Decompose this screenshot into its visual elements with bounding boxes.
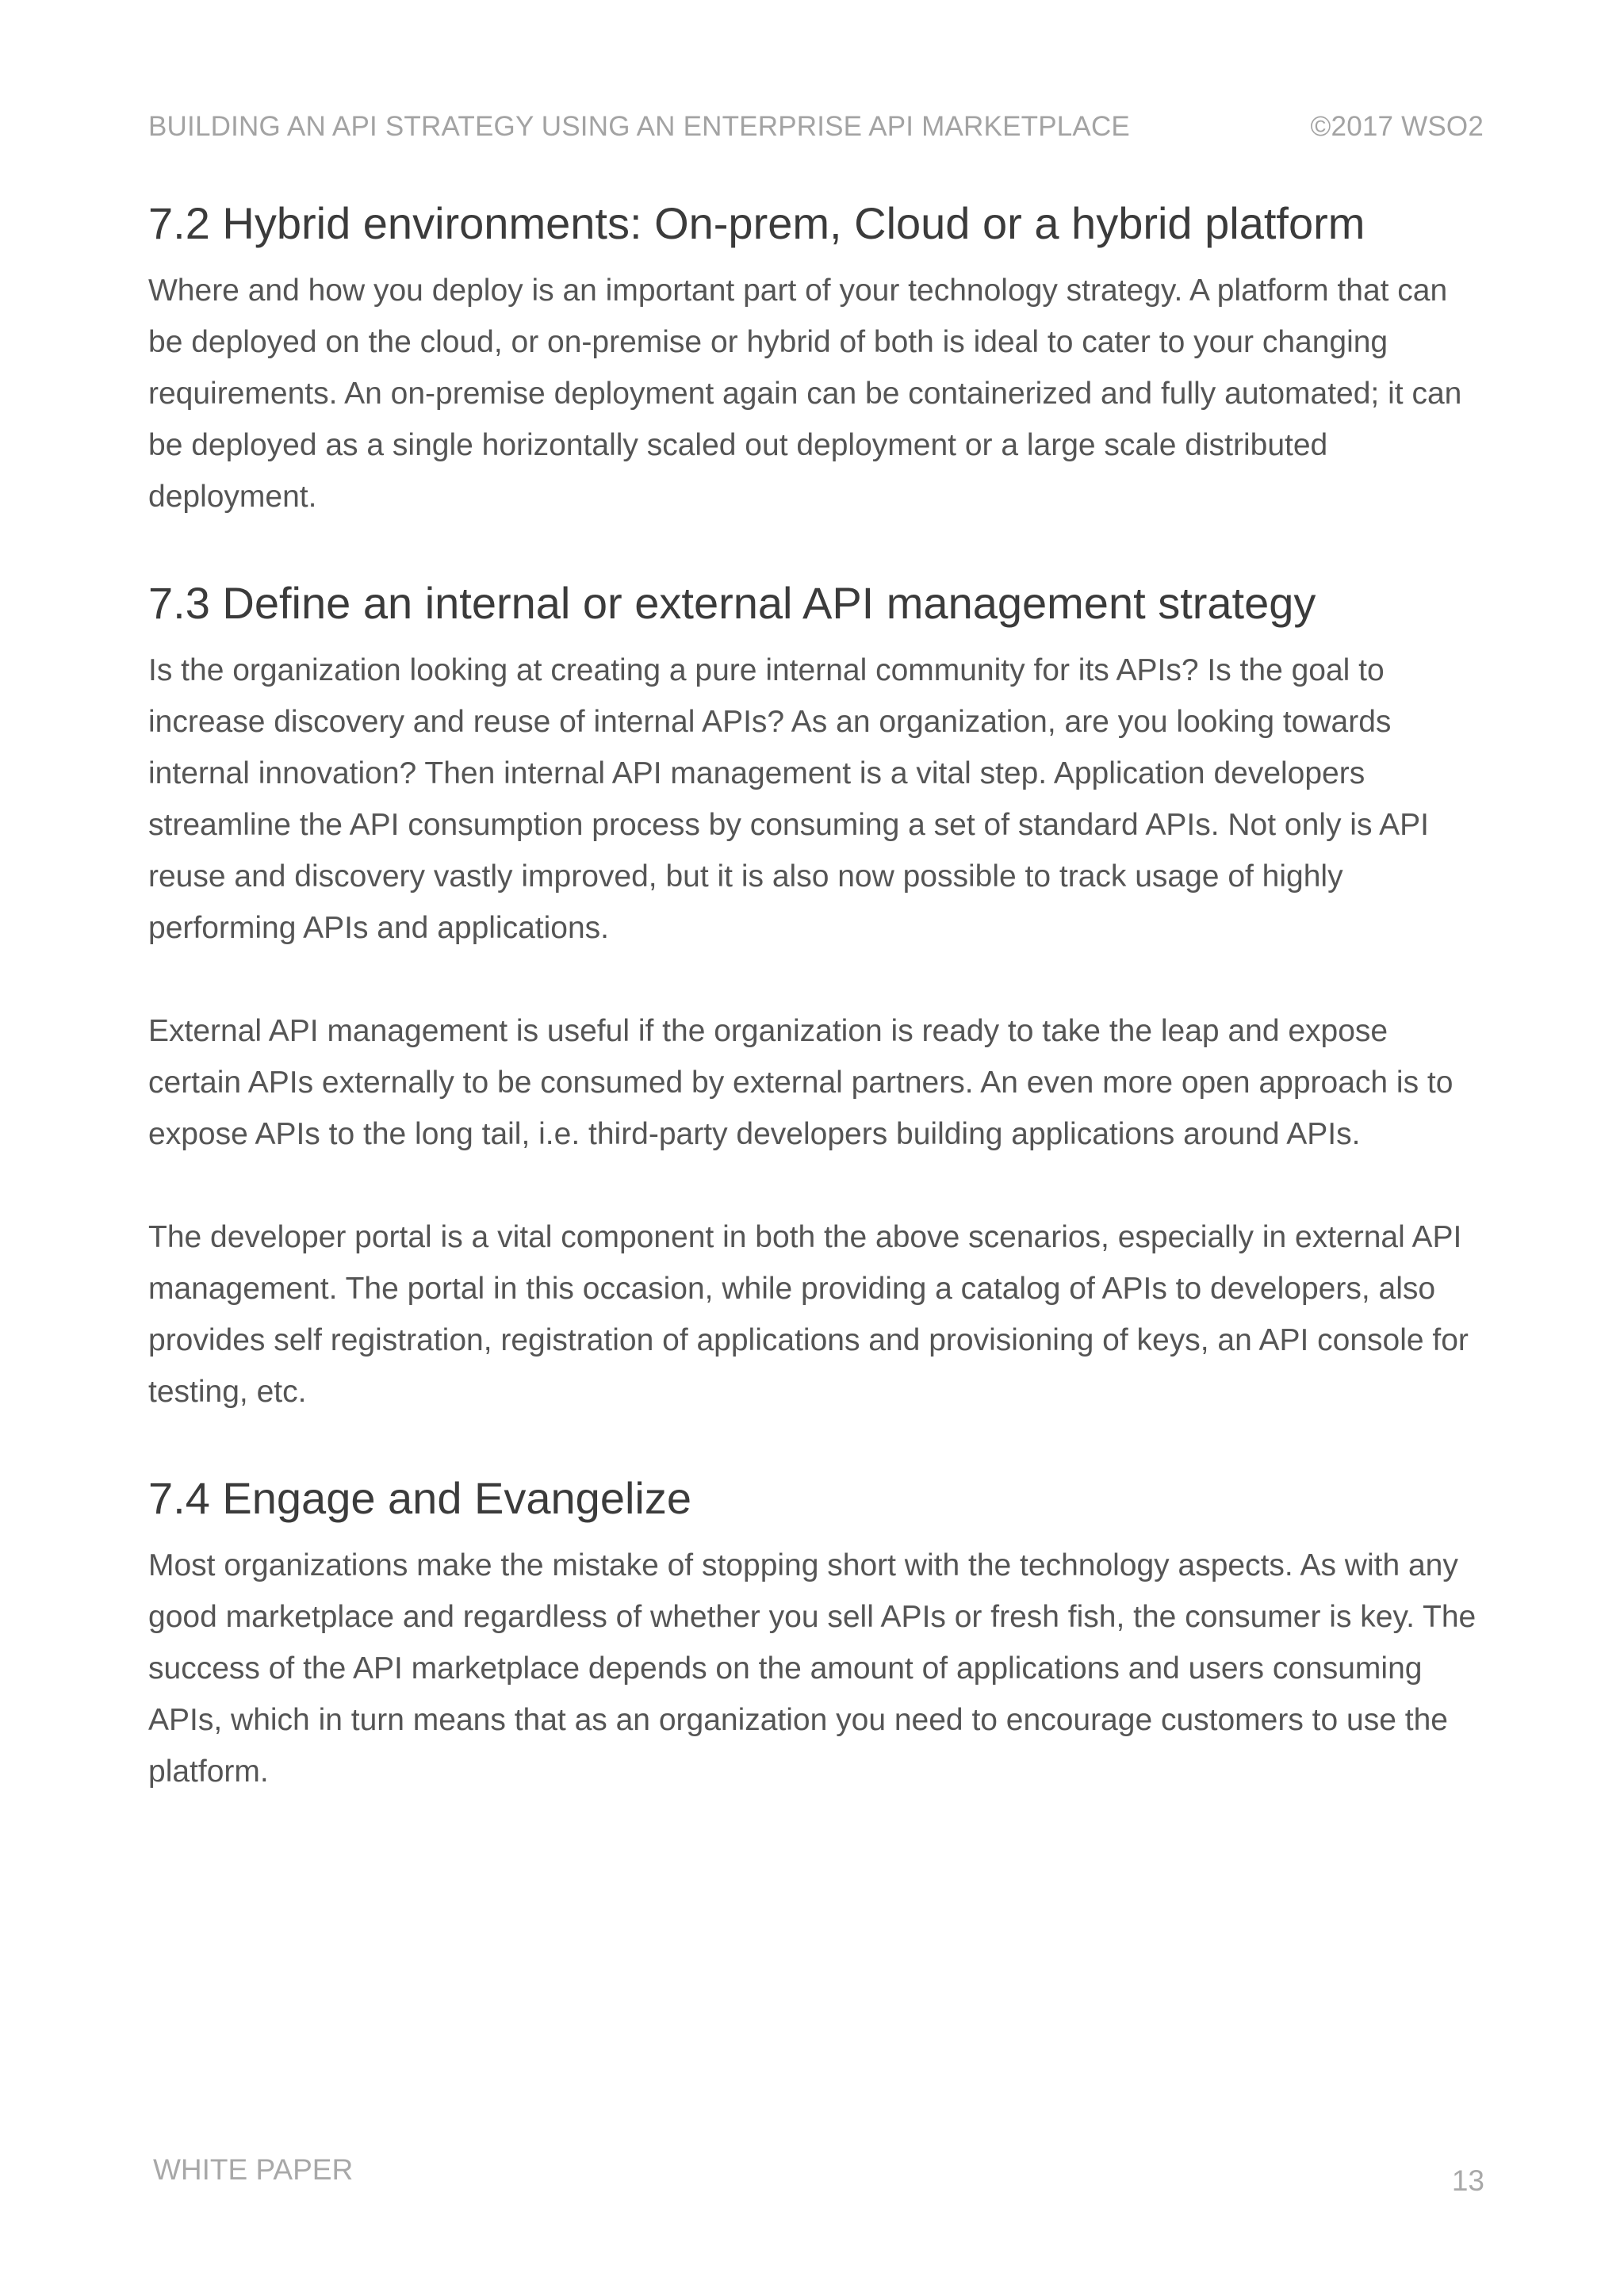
footer-label: WHITE PAPER [153,2153,354,2186]
paragraph: Most organizations make the mistake of stopping short with the technology aspects. As with any good marketplace and regardless of whether you sell APIs or fresh fish, the consumer is key. The success of the API marketplace depends on the amount of applications and users consuming APIs, which in turn means that as an organization you need to encourage customers to use the platform. [148,1548,1477,1789]
paragraph: The developer portal is a vital component in both the above scenarios, especially in external API management. The portal in this occasion, while providing a catalog of APIs to developers, also provides self registration, registration of applications and provisioning of keys, an API console for testing, etc. [148,1220,1469,1409]
running-header [148,111,1484,151]
section-heading: 7.3 Define an internal or external API management strategy [148,578,1316,628]
section-7-3 [148,570,1488,1418]
paragraph: Is the organization looking at creating a pure internal community for its APIs? Is the goal to increase discovery and reuse of internal APIs? As an organization, are you looking towards internal innovation? Then internal API management is a vital step. Application developers streamline the API consumption process by consuming a set of standard APIs. Not only is API reuse and discovery vastly improved, but it is also now possible to track usage of highly performing APIs and applications. [148,653,1429,945]
section-7-2 [148,190,1488,522]
header-document-title: BUILDING AN API STRATEGY USING AN ENTERPRISE API MARKETPLACE [148,111,1130,142]
section-heading: 7.2 Hybrid environments: On-prem, Cloud or a hybrid platform [148,198,1365,248]
page-content [148,190,1488,1797]
section-heading: 7.4 Engage and Evangelize [148,1473,691,1523]
header-copyright: ©2017 WSO2 [1310,111,1484,142]
section-7-4 [148,1465,1488,1797]
paragraph: Where and how you deploy is an important part of your technology strategy. A platform that can be deployed on the cloud, or on-premise or hybrid of both is ideal to cater to your changing requirements. An on-premise deployment again can be containerized and fully automated; it can be deployed as a single horizontally scaled out deployment or a large scale distributed deployment. [148,274,1462,514]
paragraph: External API management is useful if the organization is ready to take the leap and expose certain APIs externally to be consumed by external partners. An even more open approach is to expose APIs to the long tail, i.e. third-party developers building applications around APIs. [148,1014,1454,1151]
page-number: 13 [1451,2164,1484,2197]
